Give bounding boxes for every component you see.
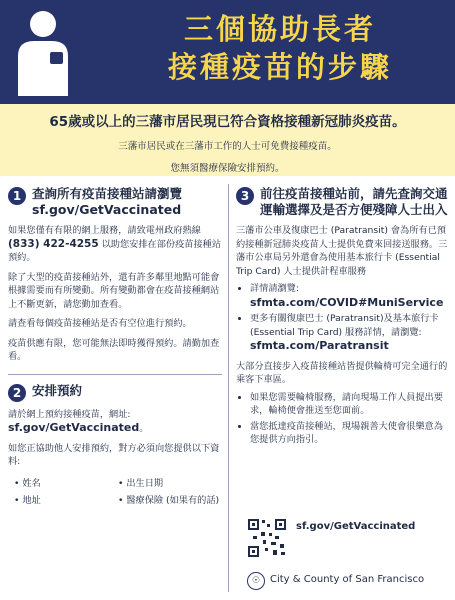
left-column	[8, 186, 222, 506]
title-line-2: 接種疫苗的步驟	[167, 50, 392, 84]
step-1-header	[8, 186, 222, 218]
step-2-paragraph-1	[8, 408, 222, 436]
step-1-paragraph-2: 除了大型的疫苗接種站外，還有許多鄰里地點可能會根據需要而有所變動。所有變動都會在疫苗接種網站上不斷更新，請您勤加查看。	[8, 271, 220, 310]
step-1-paragraph-4: 疫苗供應有限，您可能無法即時獲得預約。請勤加查看。	[8, 337, 220, 362]
step-2-p1-text: 請於網上預約接種疫苗，網址:	[8, 408, 131, 420]
list-item: • 醫療保險 (如果有的話)	[118, 494, 220, 506]
vaccinated-person-icon	[14, 8, 72, 96]
city-seal-icon: ☉	[247, 572, 265, 590]
list-item: • 當您抵達疫苗接種站，現場親善大使會很樂意為您提供方向指引。	[250, 420, 448, 447]
info-address: 地址	[22, 494, 41, 506]
get-vaccinated-link-2[interactable]: sf.gov/GetVaccinated	[8, 421, 140, 434]
list-item: • 地址	[14, 494, 41, 506]
transit-links-list	[236, 282, 448, 354]
required-info-list	[8, 475, 222, 506]
list-item: • 姓名	[14, 477, 41, 489]
step-2-paragraph-2: 如您正協助他人安排預約，對方必須向您提供以下資料:	[8, 442, 220, 467]
list-item: • 出生日期	[118, 477, 164, 489]
site-assistance-list	[236, 391, 448, 447]
city-name: City & County of San Francisco	[270, 574, 425, 585]
step-2-header	[8, 383, 222, 402]
info-birthdate: 出生日期	[126, 477, 164, 489]
get-vaccinated-link[interactable]: sf.gov/GetVaccinated	[32, 202, 182, 217]
step-1-heading	[32, 186, 182, 218]
bullet-text: 詳情請瀏覽:	[250, 283, 300, 294]
eligibility-band	[0, 104, 455, 176]
step-1-p1-text: 如果您僅有有限的網上服務，請致電州政府熱線	[8, 225, 201, 236]
step-number-badge: 2	[8, 384, 26, 402]
qr-link-text[interactable]: sf.gov/GetVaccinated	[296, 521, 416, 532]
step-1-heading-text: 查詢所有疫苗接種站請瀏覽	[32, 186, 183, 201]
qr-code-icon[interactable]	[247, 518, 287, 558]
step-number-badge: 1	[8, 187, 26, 205]
free-vaccine-line: 三藩市居民或在三藩市工作的人士可免費接種疫苗。	[118, 141, 337, 152]
no-insurance-line: 您無須醫療保險安排預約。	[170, 163, 285, 174]
title-line-1: 三個協助長者	[183, 12, 376, 46]
column-divider	[228, 184, 229, 592]
right-column	[236, 186, 448, 449]
step-1-paragraph-3: 請查看每個疫苗接種站是否有空位進行預約。	[8, 318, 192, 329]
step-3-paragraph-1: 三藩市公車及復康巴士 (Paratransit) 會為所有已預約接種新冠肺炎疫苗人士提供免費來回接送服務。三藩市公車局另外還會為使用基本旅行卡 (Essential Trip Card) 人士提供計程車服務	[236, 225, 448, 277]
info-name: 姓名	[22, 477, 41, 489]
step-1-paragraph-1	[8, 224, 222, 265]
section-divider	[8, 374, 222, 375]
list-item	[250, 282, 448, 310]
paratransit-link[interactable]: sfmta.com/Paratransit	[250, 339, 389, 352]
step-1-p1-text-end: 以助您安排在部份疫苗接種站預約。	[8, 238, 222, 263]
step-3-heading: 前往疫苗接種站前，請先查詢交通運輸選擇及是否方便殘障人士出入	[260, 186, 448, 217]
list-item	[250, 312, 448, 354]
bullet-text: 更多有關復康巴士 (Paratransit)及基本旅行卡 (Essential Trip Card) 服務詳情，請瀏覽:	[250, 313, 439, 338]
page-title	[120, 10, 440, 86]
step-2-heading: 安排預約	[32, 382, 83, 398]
info-insurance: 醫療保險 (如果有的話)	[126, 494, 220, 506]
step-number-badge: 3	[236, 187, 254, 205]
eligibility-line: 65歲或以上的三藩市居民現已符合資格接種新冠肺炎疫苗。	[49, 114, 406, 130]
step-3-header	[236, 186, 448, 218]
list-item: • 如果您需要輪椅服務，請向現場工作人員提出要求，輪椅便會推送至您面前。	[250, 391, 448, 418]
header-banner	[0, 0, 455, 104]
link-suffix: 。	[139, 423, 149, 434]
muni-service-link[interactable]: sfmta.com/COVID#MuniService	[250, 295, 444, 309]
step-3-paragraph-2: 大部分直接步入疫苗接種站皆提供輪椅可完全通行的乘客下車區。	[236, 360, 448, 385]
hotline-phone[interactable]: (833) 422-4255	[8, 237, 99, 250]
